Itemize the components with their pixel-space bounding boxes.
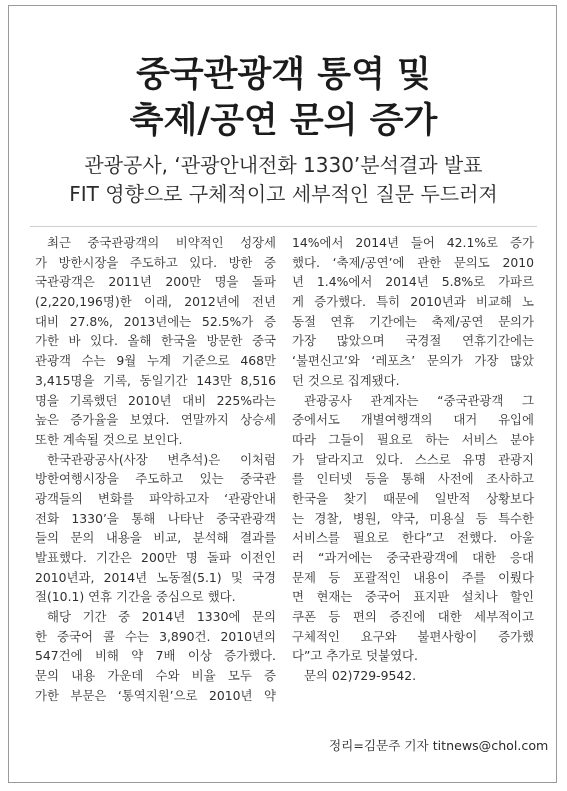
body-text-line: ‘불편신고’와 ‘레포츠’ 문의가 가장 많았 (292, 353, 534, 369)
body-text-line: 문의 02)729-9542. (304, 668, 417, 684)
body-text-line: 최근 중국관광객의 비약적인 성장세 (47, 235, 276, 250)
body-text-line: 관광공사 관계자는 “중국관광객 그 (304, 392, 534, 408)
body-text-line: 한 중국어 콜 수는 3,890건. 2010년의 (35, 628, 276, 644)
body-column-right (292, 233, 534, 686)
body-text-line: 가 방한시장을 주도하고 있다. 방한 중 (35, 254, 276, 270)
byline: 정리=김문주 기자 titnews@chol.com (329, 738, 549, 753)
body-text-line: 따라 그들이 필요로 하는 서비스 분야 (292, 431, 534, 447)
body-text-line: 관광객 수는 9월 누계 기준으로 468만 (35, 353, 276, 369)
headline-line-1: 중국관광객 통역 및 (136, 54, 431, 95)
body-text-line: 문제 등 포괄적인 내용이 주를 이뤘다 (292, 569, 534, 585)
body-text-line: 다”고 추가로 덧붙였다. (292, 648, 418, 664)
body-text-line: 한국을 찾기 때문에 일반적 상황보다 (292, 490, 534, 506)
body-text-line: 는 경찰, 병원, 약국, 미용실 등 특수한 (292, 510, 534, 526)
body-text-line: 발표했다. 기간은 200만 명 돌파 이전인 (35, 550, 276, 565)
body-text-line: 던 것으로 집계됐다. (292, 372, 400, 388)
body-text-line: 러 “과거에는 중국관광객에 대한 응대 (292, 550, 534, 565)
body-text-line: 광객들의 변화를 파악하고자 ‘관광안내 (35, 490, 276, 506)
body-text-line: 가장 많았으며 국경절 연휴기간에는 (292, 333, 534, 349)
headline-line-2: 축제/공연 문의 증가 (129, 100, 438, 141)
body-text-line: 면 현재는 중국어 표지판 설치나 할인 (292, 589, 534, 605)
body-text-line: 547건에 비해 약 7배 이상 증가했다. (35, 648, 276, 664)
body-text-line: 중에서도 개별여행객의 대거 유입에 (292, 412, 534, 428)
body-text-line: 를 인터넷 등을 통해 사전에 조사하고 (292, 471, 534, 487)
body-text-line: 가한 부문은 ‘통역지원’으로 2010년 약 (35, 687, 276, 703)
body-text-line: 3,415명을 기록, 동일기간 143만 8,516 (35, 372, 276, 388)
body-column-left (35, 233, 276, 706)
body-text-line: 또한 계속될 것으로 보인다. (35, 431, 183, 447)
body-text-line: 방한여행시장을 주도하고 있는 중국관 (35, 471, 276, 487)
body-text-line: 절(10.1) 연휴 기간을 중심으로 했다. (35, 589, 236, 605)
body-text-line: 명을 기록했던 2010년 대비 225%라는 (35, 392, 276, 408)
body-text-line: 구체적인 요구와 불편사항이 증가했 (292, 628, 534, 644)
body-text-line: 가 달라지고 있다. 스스로 유명 관광지 (292, 451, 534, 467)
body-text-line: 서비스를 필요로 한다”고 전했다. 아울 (292, 530, 534, 546)
body-text-line: 한국관광공사(사장 변추석)은 이처럼 (47, 451, 276, 467)
body-text-line: 문의 내용 가운데 수와 비율 모두 증 (35, 668, 276, 684)
body-text-line: 동절 연휴 기간에는 축제/공연 문의가 (292, 313, 534, 329)
body-text-line: 해당 기간 중 2014년 1330에 문의 (47, 609, 276, 625)
body-text-line: 게 증가했다. 특히 2010년과 비교해 노 (292, 294, 534, 310)
body-text-line: 들의 문의 내용을 비교, 분석해 결과를 (35, 530, 276, 546)
body-text-line: 했다. ‘축제/공연’에 관한 문의도 2010 (292, 254, 534, 270)
divider-rule (30, 226, 537, 227)
body-text-line: 가한 바 있다. 올해 한국을 방문한 중국 (35, 333, 276, 349)
body-text-line: 2010년과, 2014년 노동절(5.1) 및 국경 (35, 569, 276, 585)
subheadline-line-1: 관광공사, ‘관광안내전화 1330’분석결과 발표 (84, 153, 483, 177)
body-text-line: 높은 증가율을 보였다. 연말까지 상승세 (35, 412, 276, 428)
body-text-line: 대비 27.8%, 2013년에는 52.5%가 증 (35, 313, 276, 329)
subheadline-line-2: FIT 영향으로 구체적이고 세부적인 질문 두드러져 (69, 182, 498, 206)
body-text-line: 년 1.4%에서 2014년 5.8%로 가파르 (292, 274, 534, 290)
body-text-line: 전화 1330’을 통해 나타난 중국관광객 (35, 510, 276, 526)
body-text-line: 쿠폰 등 편의 증진에 대한 세부적이고 (292, 609, 534, 625)
body-text-line: (2,220,196명)한 이래, 2012년에 전년 (35, 294, 276, 310)
body-text-line: 14%에서 2014년 들어 42.1%로 증가 (292, 235, 534, 250)
body-text-line: 국관광객은 2011년 200만 명을 돌파 (35, 274, 276, 290)
